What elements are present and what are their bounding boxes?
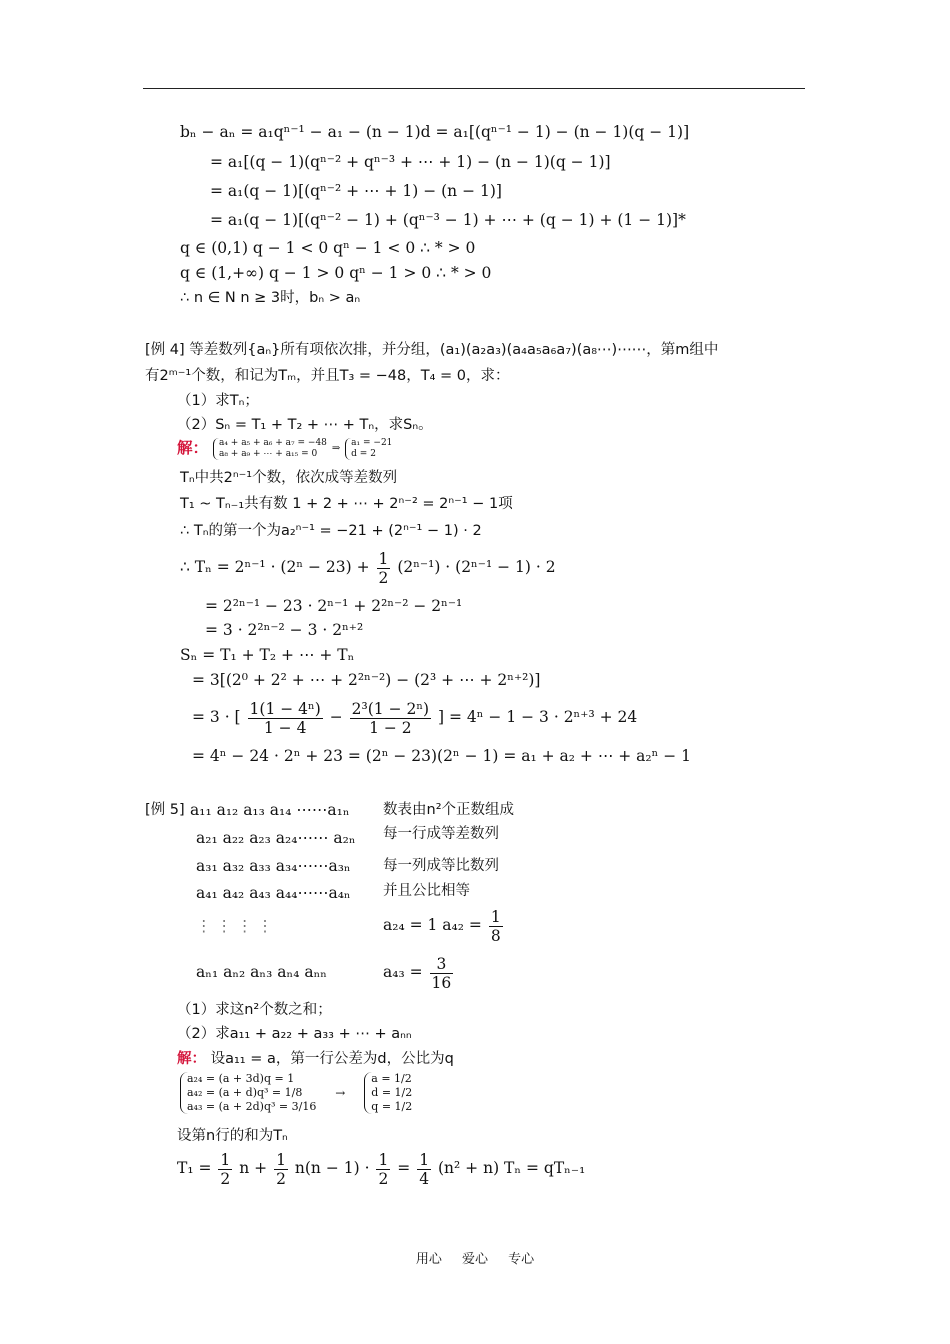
ex5-desc-1: 数表由n²个正数组成 xyxy=(383,802,515,818)
page-footer xyxy=(0,1248,950,1267)
fraction-numerator: 1 xyxy=(419,1150,430,1169)
fraction-denominator: 2 xyxy=(378,1169,389,1188)
ex4-step-4-a: ∴ Tₙ = 2ⁿ⁻¹ · (2ⁿ − 23) + xyxy=(180,558,370,576)
footer-text-1: 用心 xyxy=(415,1252,442,1267)
ex4-question-1: [例 4] 等差数列{aₙ}所有项依次排，并分组，(a₁)(a₂a₃)(a₄a₅a₆a₇)(a₈⋯)⋯⋯，第m组中 xyxy=(145,342,719,358)
ex4-step-4-fraction xyxy=(377,550,391,587)
ex5-sys-res-1: a = 1/2 xyxy=(371,1072,412,1085)
ex5-part-1: （1）求这n²个数之和； xyxy=(177,1002,332,1018)
ex4-step-9-a: = 3 · [ xyxy=(192,708,241,726)
fraction-denominator: 2 xyxy=(276,1169,286,1188)
proof-line-3: = a₁(q − 1)[(qⁿ⁻² + ⋯ + 1) − (n − 1)] xyxy=(210,182,502,200)
ex4-step-8: = 3[(2⁰ + 2² + ⋯ + 2²ⁿ⁻²) − (2³ + ⋯ + 2ⁿ⁺²)] xyxy=(192,671,541,689)
ex5-formula-product: n(n − 1) · xyxy=(294,1159,370,1177)
proof-line-7: ∴ n ∈ N n ≥ 3时，bₙ > aₙ xyxy=(180,290,361,306)
ex4-step-4-b: (2ⁿ⁻¹) · (2ⁿ⁻¹ − 1) · 2 xyxy=(397,558,556,576)
ex4-system-right xyxy=(345,438,392,460)
ex5-condition-1-text: a₂₄ = 1 a₄₂ = xyxy=(383,916,482,934)
ex5-condition-2-fraction xyxy=(430,955,454,992)
fraction-denominator: 2 xyxy=(378,568,389,587)
fraction-numerator: 1(1 − 4ⁿ) xyxy=(249,699,321,718)
ex5-solution-system xyxy=(180,1072,412,1114)
ex5-formula-fraction-3 xyxy=(376,1151,390,1188)
footer-text-3: 专心 xyxy=(508,1252,535,1267)
ex5-system-left xyxy=(180,1072,316,1114)
fraction-numerator: 1 xyxy=(490,907,501,926)
ex5-system-right xyxy=(364,1072,412,1114)
ex4-sys-eq-1: a₄ + a₅ + a₆ + a₇ = −48 xyxy=(218,438,327,448)
ex5-formula-n-plus: n + xyxy=(239,1159,268,1177)
ex4-step-9-fraction-2 xyxy=(350,700,431,737)
ex4-step-9-minus: − xyxy=(329,708,343,726)
ex4-solution-system xyxy=(177,438,392,460)
fraction-numerator: 1 xyxy=(276,1150,286,1169)
footer-text-2: 爱心 xyxy=(461,1252,488,1267)
ex4-sys-res-2: d = 2 xyxy=(351,449,376,459)
ex4-sys-res-1: a₁ = −21 xyxy=(351,438,393,448)
header-rule xyxy=(143,88,805,89)
ex5-matrix-row-3: a₃₁ a₃₂ a₃₃ a₃₄⋯⋯a₃ₙ xyxy=(196,857,351,875)
ex5-formula-tail: (n² + n) Tₙ = qTₙ₋₁ xyxy=(438,1159,586,1177)
ex5-desc-3: 每一列成等比数列 xyxy=(383,858,499,874)
ex4-step-9 xyxy=(192,697,637,737)
ex5-condition-1-fraction xyxy=(489,908,503,945)
ex4-part-2: （2）Sₙ = T₁ + T₂ + ⋯ + Tₙ，求Sₙ。 xyxy=(177,417,433,433)
fraction-denominator: 8 xyxy=(490,926,501,945)
ex4-step-2: T₁ ~ Tₙ₋₁共有数 1 + 2 + ⋯ + 2ⁿ⁻² = 2ⁿ⁻¹ − 1项 xyxy=(180,496,513,512)
ex5-sys-res-3: q = 1/2 xyxy=(371,1100,413,1113)
ex5-row-sum-intro: 设第n行的和为Tₙ xyxy=(177,1128,288,1144)
ex4-sys-eq-2: a₈ + a₉ + ⋯ + a₁₅ = 0 xyxy=(218,449,318,459)
ex5-formula-t1: T₁ = xyxy=(177,1159,212,1177)
ex5-sys-eq-2: a₄₂ = (a + d)q³ = 1/8 xyxy=(187,1086,303,1099)
ex5-desc-2: 每一行成等差数列 xyxy=(383,826,499,842)
ex4-step-10: = 4ⁿ − 24 · 2ⁿ + 23 = (2ⁿ − 23)(2ⁿ − 1) = a₁ + a₂ + ⋯ + a₂ⁿ − 1 xyxy=(192,747,692,765)
fraction-denominator: 1 − 2 xyxy=(369,718,412,737)
fraction-numerator: 1 xyxy=(378,1150,389,1169)
proof-line-6: q ∈ (1,+∞) q − 1 > 0 qⁿ − 1 > 0 ∴ * > 0 xyxy=(180,264,492,282)
ex4-step-5: = 2²ⁿ⁻¹ − 23 · 2ⁿ⁻¹ + 2²ⁿ⁻² − 2ⁿ⁻¹ xyxy=(205,597,463,615)
ex5-formula-fraction-2 xyxy=(274,1151,288,1188)
ex4-question-2: 有2ᵐ⁻¹个数，和记为Tₘ，并且T₃ = −48，T₄ = 0，求： xyxy=(145,368,510,384)
fraction-numerator: 3 xyxy=(430,955,454,974)
ex5-formula-fraction-4 xyxy=(417,1151,431,1188)
ex4-step-4 xyxy=(180,548,556,587)
ex4-step-9-b: ] = 4ⁿ − 1 − 3 · 2ⁿ⁺³ + 24 xyxy=(438,708,638,726)
fraction-denominator: 16 xyxy=(431,973,452,992)
fraction-denominator: 1 − 4 xyxy=(263,718,307,737)
ex4-step-1: Tₙ中共2ⁿ⁻¹个数，依次成等差数列 xyxy=(180,470,398,486)
ex5-condition-2-text: a₄₃ = xyxy=(383,963,423,981)
proof-line-4: = a₁(q − 1)[(qⁿ⁻² − 1) + (qⁿ⁻³ − 1) + ⋯ + (q − 1) + (1 − 1)]* xyxy=(210,211,686,229)
proof-line-2: = a₁[(q − 1)(qⁿ⁻² + qⁿ⁻³ + ⋯ + 1) − (n − 1)(q − 1)] xyxy=(210,153,611,171)
ex5-label: [例 5] xyxy=(145,802,185,818)
fraction-numerator: 1 xyxy=(220,1150,231,1169)
ex5-sys-eq-1: a₂₄ = (a + 3d)q = 1 xyxy=(187,1072,295,1085)
ex5-sys-eq-3: a₄₃ = (a + 2d)q³ = 3/16 xyxy=(187,1100,317,1113)
proof-line-1: bₙ − aₙ = a₁qⁿ⁻¹ − a₁ − (n − 1)d = a₁[(qⁿ⁻¹ − 1) − (n − 1)(q − 1)] xyxy=(180,123,690,141)
ex5-condition-1 xyxy=(383,905,505,945)
ex5-solution-text: 设a₁₁ = a，第一行公差为d，公比为q xyxy=(210,1051,454,1067)
ex4-system-left xyxy=(213,438,327,460)
ex4-part-1: （1）求Tₙ； xyxy=(177,393,259,409)
ex5-solution-label: 解： xyxy=(177,1051,206,1067)
ex5-formula-fraction-1 xyxy=(218,1151,232,1188)
ex5-row-sum-formula xyxy=(177,1148,585,1188)
ex5-arrow: → xyxy=(335,1086,346,1100)
fraction-denominator: 2 xyxy=(220,1169,231,1188)
ex4-step-6: = 3 · 2²ⁿ⁻² − 3 · 2ⁿ⁺² xyxy=(205,621,364,639)
ex4-step-9-fraction-1 xyxy=(248,700,323,737)
ex5-solution-line xyxy=(177,1049,454,1069)
fraction-numerator: 2³(1 − 2ⁿ) xyxy=(351,699,430,718)
ex5-matrix-row-dots: ⋮ ⋮ ⋮ ⋮ xyxy=(196,917,273,935)
fraction-denominator: 4 xyxy=(419,1169,430,1188)
ex4-step-7: Sₙ = T₁ + T₂ + ⋯ + Tₙ xyxy=(180,646,355,664)
ex5-matrix-row-2: a₂₁ a₂₂ a₂₃ a₂₄⋯⋯ a₂ₙ xyxy=(196,829,356,847)
ex5-desc-4: 并且公比相等 xyxy=(383,883,470,899)
proof-line-5: q ∈ (0,1) q − 1 < 0 qⁿ − 1 < 0 ∴ * > 0 xyxy=(180,239,476,257)
ex5-matrix-row-4: a₄₁ a₄₂ a₄₃ a₄₄⋯⋯a₄ₙ xyxy=(196,884,351,902)
ex5-matrix-row-1: a₁₁ a₁₂ a₁₃ a₁₄ ⋯⋯a₁ₙ xyxy=(190,801,350,819)
ex5-formula-equals: = xyxy=(397,1159,411,1177)
ex5-sys-res-2: d = 1/2 xyxy=(371,1086,413,1099)
ex4-solution-label: 解： xyxy=(177,439,209,457)
ex5-part-2: （2）求a₁₁ + a₂₂ + a₃₃ + ⋯ + aₙₙ xyxy=(177,1026,412,1042)
ex5-condition-2 xyxy=(383,952,455,992)
ex5-matrix-row-n: aₙ₁ aₙ₂ aₙ₃ aₙ₄ aₙₙ xyxy=(196,963,328,981)
fraction-numerator: 1 xyxy=(378,549,389,568)
ex4-step-3: ∴ Tₙ的第一个为a₂ⁿ⁻¹ = −21 + (2ⁿ⁻¹ − 1) · 2 xyxy=(180,523,482,539)
ex4-arrow: ⇒ xyxy=(331,443,341,454)
